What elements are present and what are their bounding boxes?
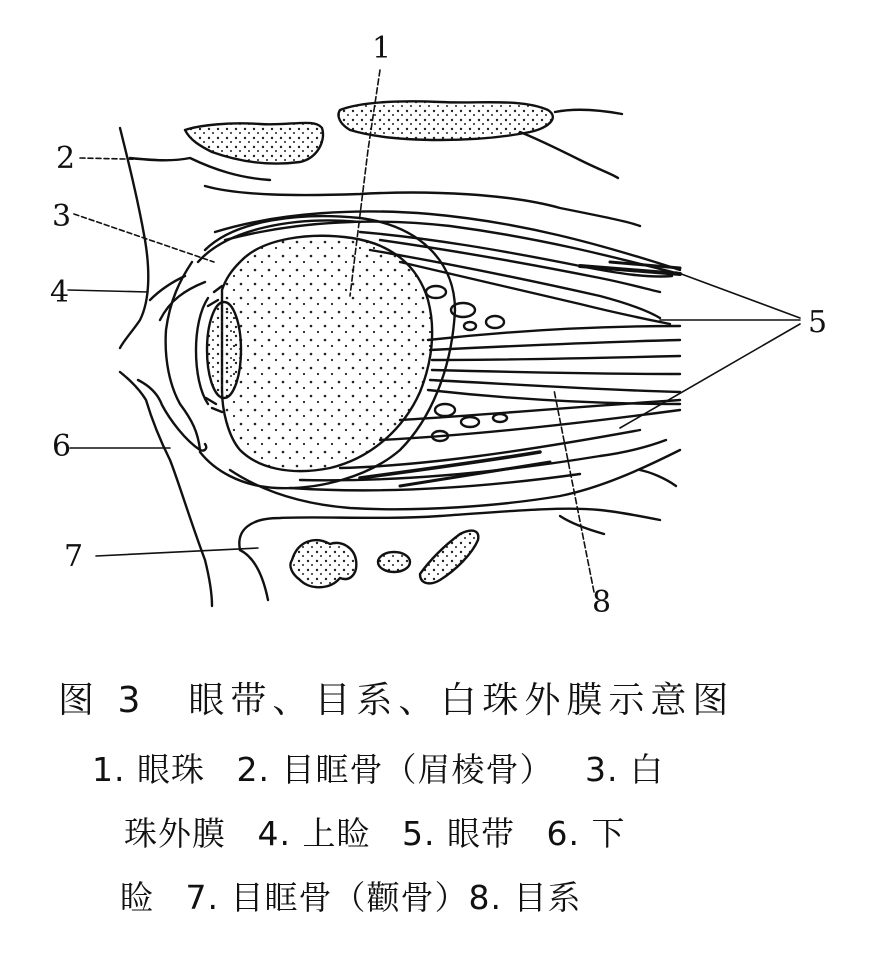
legend-item-2: 2. 目眶骨（眉棱骨） <box>236 750 554 789</box>
legend-item-3a: 3. 白 <box>584 750 664 789</box>
upper-fat-lobules <box>426 286 504 330</box>
legend-line-2 <box>124 808 645 855</box>
figure-caption-title: 图 3 眼带、目系、白珠外膜示意图 <box>58 680 735 721</box>
legend-item-7-8: 7. 目眶骨（颧骨）8. 目系 <box>185 878 582 917</box>
label-2: 2 <box>56 141 76 176</box>
legend-item-6a: 6. 下 <box>546 814 626 853</box>
legend-item-4: 4. 上睑 <box>257 814 371 853</box>
label-7: 7 <box>64 539 84 574</box>
label-5: 5 <box>808 305 828 340</box>
label-6: 6 <box>52 429 72 464</box>
legend-item-6b: 睑 <box>120 878 154 917</box>
legend-line-3 <box>120 872 601 919</box>
legend-item-1: 1. 眼珠 <box>92 750 205 789</box>
legend-item-5: 5. 眼带 <box>401 814 515 853</box>
eyeball <box>222 236 432 471</box>
label-1: 1 <box>372 31 392 66</box>
label-4: 4 <box>50 275 70 310</box>
legend-item-3b: 珠外膜 <box>124 814 226 853</box>
leader-lines <box>68 70 800 592</box>
label-8: 8 <box>592 585 612 620</box>
upper-orbital-bone <box>130 101 622 180</box>
label-3: 3 <box>52 199 72 234</box>
legend-line-1 <box>92 744 684 791</box>
lower-eyelid-contour <box>120 372 212 606</box>
